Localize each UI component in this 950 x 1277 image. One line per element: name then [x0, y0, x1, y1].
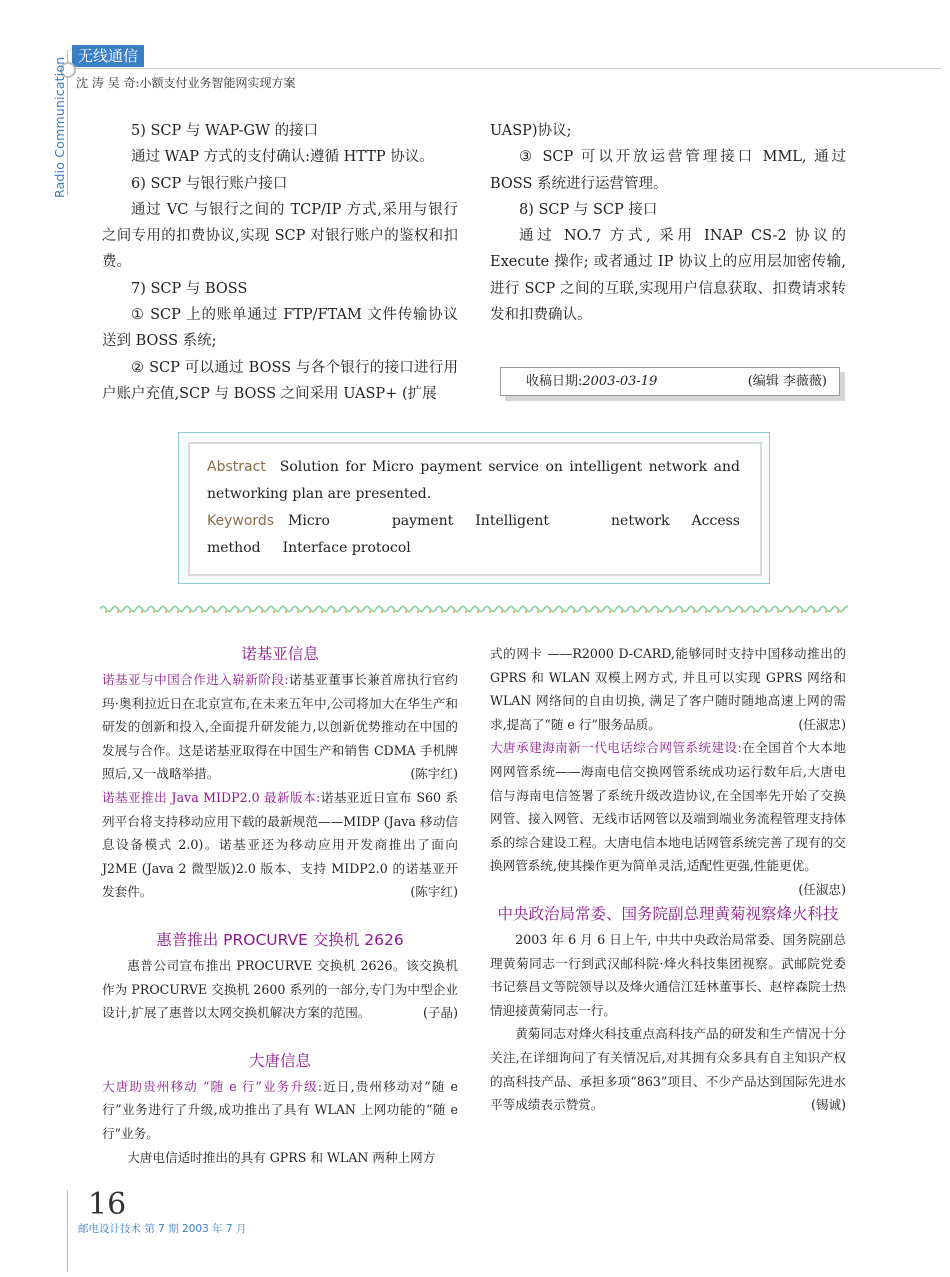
- decorative-wave-divider: [100, 603, 848, 615]
- received-date-value: 2003-03-19: [582, 374, 658, 389]
- wave-dot: [333, 611, 335, 613]
- news-signature: (陈宇红): [410, 766, 458, 782]
- keywords-paragraph: [207, 508, 740, 562]
- wave-dot: [513, 611, 515, 613]
- body-paragraph: 8) SCP 与 SCP 接口: [519, 201, 658, 218]
- news-paragraph: [102, 954, 458, 1025]
- wave-dot: [273, 611, 275, 613]
- wave-dot: [297, 611, 299, 613]
- wave-dot: [405, 611, 407, 613]
- wave-dot: [441, 611, 443, 613]
- editor-credit: (编辑 李薇薇): [747, 374, 827, 389]
- wave-dot: [237, 611, 239, 613]
- news-text: 在全国首个大本地网网管系统——海南电信交换网管系统成功运行数年后,大唐电信与海南电信签署了系统升级改造协议,在全国率先开始了交换网管、接入网管、无线市话网管以及端到端业务流程管理支持体系的综合建设工程。大唐电信本地电话网管系统完善了现有的交换网管系统,使其操作更为简单灵活,适配性更强,性能更优。: [490, 740, 847, 874]
- wave-dot: [453, 611, 455, 613]
- body-paragraph: 通过 VC 与银行之间的 TCP/IP 方式,采用与银行之间专用的扣费协议,实现 SCP 对银行账户的鉴权和扣费。: [102, 201, 458, 271]
- wave-dot: [345, 611, 347, 613]
- keyword-item: Interface protocol: [282, 540, 411, 556]
- body-paragraph: ② SCP 可以通过 BOSS 与各个银行的接口进行用户账户充值,SCP 与 BOSS 之间采用 UASP+ (扩展: [102, 359, 458, 402]
- wave-dot: [657, 611, 659, 613]
- wave-dot: [249, 611, 251, 613]
- news-text: 诺基亚董事长兼首席执行官约玛·奥利拉近日在北京宣布,在未来五年中,公司将加大在华生产和研发的创新和投入,全面提升研发能力,以创新优势推动在中国的发展与合作。这是诺基亚取得在中国生产和销售 CDMA 手机牌照后,又一战略举措。: [102, 672, 459, 782]
- received-label: 收稿日期:: [526, 374, 583, 389]
- received-date-box: [500, 367, 840, 396]
- news-paragraph: [490, 642, 846, 736]
- news-signature: (任淑忠): [798, 881, 846, 897]
- wave-dot: [165, 611, 167, 613]
- news-text: 式的网卡 ——R2000 D-CARD,能够同时支持中国移动推出的 GPRS 和 WLAN 双模上网方式, 并且可以实现 GPRS 网络和 WLAN 网络间的自由切换, 满足了客户随时随地高速上网的需求,提高了“随 e 行”服务品质。: [490, 646, 846, 732]
- news-signature: (任淑忠): [798, 716, 846, 732]
- news-title: 中央政治局常委、国务院副总理黄菊视察烽火科技: [497, 904, 839, 923]
- wave-dot: [705, 611, 707, 613]
- body-paragraph: UASP)协议;: [490, 123, 572, 139]
- wave-dot: [633, 611, 635, 613]
- wave-dot: [477, 611, 479, 613]
- body-paragraph: 7) SCP 与 BOSS: [131, 280, 248, 297]
- news-text: 惠普公司宣布推出 PROCURVE 交换机 2626。该交换机作为 PROCURVE 交换机 2600 系列的一部分,专门为中型企业设计,扩展了惠普以太网交换机解决方案的范围。: [102, 957, 458, 1021]
- news-paragraph: [102, 1146, 458, 1170]
- wave-dot: [321, 611, 323, 613]
- wave-dot: [645, 611, 647, 613]
- news-title: 惠普推出 PROCURVE 交换机 2626: [156, 930, 404, 949]
- wave-dot: [549, 611, 551, 613]
- wave-dot: [837, 611, 839, 613]
- wave-dot: [765, 611, 767, 613]
- news-lead: 大唐助贵州移动 “随 e 行”业务升级:: [102, 1078, 323, 1094]
- received-date: [526, 368, 657, 395]
- wave-dot: [309, 611, 311, 613]
- page-number: 16: [88, 1187, 127, 1222]
- wave-dot: [225, 611, 227, 613]
- body-paragraph: 通过 WAP 方式的支付确认:遵循 HTTP 协议。: [131, 149, 434, 166]
- body-paragraph: ③ SCP 可以开放运营管理接口 MML, 通过 BOSS 系统进行运营管理。: [490, 149, 846, 192]
- wave-dot: [561, 611, 563, 613]
- wave-dot: [681, 611, 683, 613]
- news-signature: (锡诚): [810, 1097, 846, 1113]
- wave-dot: [825, 611, 827, 613]
- abstract-label: Abstract: [207, 459, 266, 475]
- article-left-column: [102, 118, 458, 407]
- wave-dot: [141, 611, 143, 613]
- news-lead: 诺基亚与中国合作进入崭新阶段:: [102, 672, 289, 687]
- news-lead: 诺基亚推出 Java MIDP2.0 最新版本:: [102, 789, 321, 805]
- running-header: 沈 涛 吴 奇:小额支付业务智能网实现方案: [76, 76, 296, 90]
- wave-dot: [117, 611, 119, 613]
- margin-rule-bottom: [67, 1190, 68, 1272]
- news-paragraph: [490, 1022, 846, 1116]
- wave-dot: [105, 611, 107, 613]
- news-lead: 大唐承建海南新一代电话综合网管系统建设:: [490, 740, 742, 756]
- wave-dot: [813, 611, 815, 613]
- abstract-paragraph: [207, 454, 740, 508]
- abstract-content: [207, 454, 740, 562]
- wave-dot: [489, 611, 491, 613]
- wave-dot: [381, 611, 383, 613]
- wave-dot: [465, 611, 467, 613]
- news-paragraph: [102, 1075, 458, 1146]
- wave-dot: [189, 611, 191, 613]
- news-paragraph: [490, 928, 846, 1022]
- abstract-text: Solution for Micro payment service on intelligent network and networking plan are presented.: [207, 459, 740, 502]
- wave-dot: [669, 611, 671, 613]
- wave-dot: [525, 611, 527, 613]
- news-text: 大唐电信适时推出的具有 GPRS 和 WLAN 两种上网方: [127, 1149, 436, 1165]
- wave-dot: [609, 611, 611, 613]
- wave-dot: [717, 611, 719, 613]
- side-label: Radio Communication: [52, 56, 67, 198]
- wave-dot: [201, 611, 203, 613]
- news-text: 2003 年 6 月 6 日上午, 中共中央政治局常委、国务院副总理黄菊同志一行到武汉邮科院·烽火科技集团视察。武邮院党委书记蔡昌文等院领导以及烽火通信江廷林董事长、赵梓森院士热情迎接黄菊同志一行。: [490, 931, 846, 1018]
- news-title: 大唐信息: [248, 1051, 311, 1070]
- wave-dot: [501, 611, 503, 613]
- wave-dot: [537, 611, 539, 613]
- news-paragraph: [490, 736, 847, 897]
- wave-dot: [129, 611, 131, 613]
- wave-dot: [621, 611, 623, 613]
- journal-section-label: 无线通信: [72, 45, 144, 67]
- keyword-item: Access method: [207, 513, 740, 556]
- body-paragraph: 通过 NO.7 方式, 采用 INAP CS-2 协议的 Execute 操作; 或者通过 IP 协议上的应用层加密传输,进行 SCP 之间的互联,实现用户信息获取、扣费请求转发和扣费确认。: [490, 228, 846, 324]
- body-paragraph: ① SCP 上的账单通过 FTP/FTAM 文件传输协议送到 BOSS 系统;: [102, 307, 458, 350]
- footer-journal-issue: 邮电设计技术 第 7 期 2003 年 7 月: [78, 1223, 247, 1235]
- wave-dot: [393, 611, 395, 613]
- wave-dot: [801, 611, 803, 613]
- news-left-column: [102, 642, 458, 1169]
- wave-line: [100, 607, 848, 612]
- wave-dot: [741, 611, 743, 613]
- news-title: 诺基亚信息: [241, 645, 319, 663]
- news-signature: (陈宇红): [410, 884, 458, 900]
- wave-dot: [285, 611, 287, 613]
- wave-dot: [177, 611, 179, 613]
- news-text: 黄菊同志对烽火科技重点高科技产品的研发和生产情况十分关注,在详细询问了有关情况后,对其拥有众多具有自主知识产权的高科技产品、承担多项“863”项目、不少产品达到国际先进水平等成绩表示赞赏。: [490, 1026, 846, 1113]
- wave-dot: [153, 611, 155, 613]
- wave-dot: [429, 611, 431, 613]
- wave-dot: [417, 611, 419, 613]
- body-paragraph: 5) SCP 与 WAP-GW 的接口: [131, 123, 319, 139]
- wave-dot: [693, 611, 695, 613]
- header-rule: [62, 68, 942, 69]
- keywords-label: Keywords: [207, 513, 275, 529]
- body-paragraph: 6) SCP 与银行账户接口: [131, 175, 288, 192]
- wave-dot: [357, 611, 359, 613]
- keyword-item: Micro payment: [288, 513, 454, 529]
- wave-dot: [597, 611, 599, 613]
- wave-dot: [753, 611, 755, 613]
- wave-dot: [789, 611, 791, 613]
- wave-dot: [777, 611, 779, 613]
- wave-dot: [585, 611, 587, 613]
- wave-dot: [213, 611, 215, 613]
- news-paragraph: [102, 668, 458, 786]
- news-right-column: [490, 642, 846, 1117]
- news-signature: (子晶): [422, 1005, 458, 1021]
- wave-dot: [729, 611, 731, 613]
- keyword-item: Intelligent network: [475, 513, 670, 529]
- wave-dot: [369, 611, 371, 613]
- wave-dot: [573, 611, 575, 613]
- news-text: 诺基亚近日宣布 S60 系列平台将支持移动应用下载的最新规范——MIDP (Java 移动信息设备模式 2.0)。诺基亚还为移动应用开发商推出了面向 J2ME (Java 2 微型版)2.0 版本、支持 MIDP2.0 的诺基亚开发套件。: [102, 789, 458, 900]
- news-paragraph: [102, 786, 458, 904]
- article-right-column: [490, 118, 846, 328]
- news-text: 近日,贵州移动对“随 e 行”业务进行了升级,成功推出了具有 WLAN 上网功能的“随 e 行”业务。: [102, 1078, 458, 1141]
- wave-dot: [261, 611, 263, 613]
